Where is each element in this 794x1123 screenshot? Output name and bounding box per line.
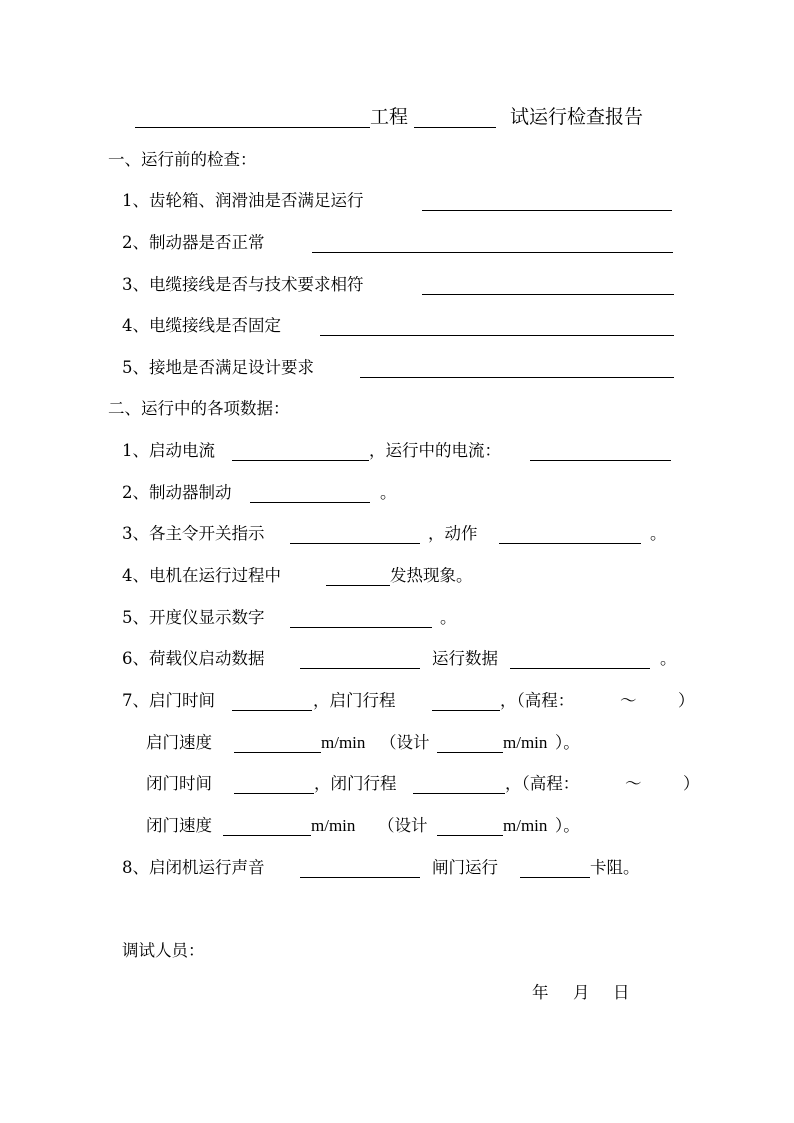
- open-speed-design-label: （设计: [380, 733, 430, 752]
- close-stroke-blank[interactable]: [413, 793, 505, 794]
- check-item-4: 4、电缆接线是否固定: [122, 316, 281, 335]
- date-day: 日: [613, 983, 630, 1002]
- motor-label: 4、电机在运行过程中: [122, 566, 281, 585]
- heating-label: 发热现象。: [390, 566, 473, 585]
- open-elevation-tilde: ～: [620, 691, 637, 710]
- open-speed-design-unit: m/min: [503, 733, 548, 752]
- check-item-4-blank[interactable]: [320, 335, 674, 336]
- check-item-2-blank[interactable]: [312, 252, 673, 253]
- check-item-1: 1、齿轮箱、润滑油是否满足运行: [122, 191, 364, 210]
- open-stroke-blank[interactable]: [432, 710, 500, 711]
- hoist-sound-label: 8、启闭机运行声音: [122, 858, 265, 877]
- title-project-suffix: 工程: [370, 106, 409, 128]
- close-stroke-label: ，闭门行程: [314, 774, 397, 793]
- check-item-3-blank[interactable]: [422, 294, 674, 295]
- load-run-blank[interactable]: [510, 668, 650, 669]
- action-period: 。: [650, 524, 667, 543]
- open-time-blank[interactable]: [232, 710, 312, 711]
- start-current-blank[interactable]: [232, 460, 369, 461]
- check-item-5: 5、接地是否满足设计要求: [122, 358, 314, 377]
- switch-indication-label: 3、各主令开关指示: [122, 524, 265, 543]
- close-elevation-close: ）: [683, 774, 700, 793]
- check-item-1-blank[interactable]: [422, 210, 672, 211]
- brake-label: 2、制动器制动: [122, 483, 232, 502]
- title-blank-2[interactable]: [414, 127, 496, 128]
- open-speed-label: 启门速度: [146, 733, 212, 752]
- brake-blank[interactable]: [250, 502, 370, 503]
- opening-meter-blank[interactable]: [290, 627, 432, 628]
- close-elevation-tilde: ～: [625, 774, 642, 793]
- close-speed-unit: m/min: [311, 816, 356, 835]
- open-speed-unit: m/min: [321, 733, 366, 752]
- open-stroke-label: ，启门行程: [313, 691, 396, 710]
- open-elevation-close: ）: [678, 691, 695, 710]
- running-current-blank[interactable]: [530, 460, 671, 461]
- close-speed-blank[interactable]: [223, 835, 311, 836]
- section2-heading: 二、运行中的各项数据：: [108, 399, 290, 418]
- close-speed-design-unit: m/min: [503, 816, 548, 835]
- open-speed-blank[interactable]: [234, 752, 321, 753]
- check-item-3: 3、电缆接线是否与技术要求相符: [122, 275, 364, 294]
- load-start-label: 6、荷载仪启动数据: [122, 649, 265, 668]
- switch-indication-blank[interactable]: [290, 543, 420, 544]
- close-speed-close: ）。: [555, 816, 580, 835]
- close-speed-design-blank[interactable]: [437, 835, 503, 836]
- open-elevation-label: ，（高程：: [500, 691, 575, 710]
- section1-heading: 一、运行前的检查：: [108, 150, 257, 169]
- opening-meter-period: 。: [440, 608, 457, 627]
- opening-meter-label: 5、开度仪显示数字: [122, 608, 265, 627]
- tester-label: 调试人员：: [122, 941, 205, 960]
- action-blank[interactable]: [499, 543, 641, 544]
- gate-running-label: 闸门运行: [432, 858, 498, 877]
- load-run-label: 运行数据: [432, 649, 498, 668]
- check-item-5-blank[interactable]: [360, 377, 674, 378]
- date-year: 年: [532, 983, 549, 1002]
- date-month: 月: [573, 983, 590, 1002]
- jam-label: 卡阻。: [590, 858, 640, 877]
- close-speed-label: 闭门速度: [146, 816, 212, 835]
- check-item-2: 2、制动器是否正常: [122, 233, 265, 252]
- close-speed-design-label: （设计: [378, 816, 428, 835]
- start-current-label: 1、启动电流: [122, 441, 215, 460]
- close-elevation-label: ，（高程：: [505, 774, 580, 793]
- running-current-label: ，运行中的电流：: [369, 441, 501, 460]
- title-report: 试运行检查报告: [510, 106, 644, 128]
- open-speed-close: ）。: [555, 733, 580, 752]
- hoist-sound-blank[interactable]: [300, 877, 420, 878]
- motor-heating-blank[interactable]: [326, 585, 390, 586]
- close-time-label: 闭门时间: [146, 774, 212, 793]
- open-speed-design-blank[interactable]: [437, 752, 503, 753]
- load-start-blank[interactable]: [300, 668, 420, 669]
- brake-period: 。: [380, 483, 397, 502]
- open-time-label: 7、启门时间: [122, 691, 215, 710]
- project-name-blank[interactable]: [135, 127, 370, 128]
- action-label: ，动作: [428, 524, 478, 543]
- close-time-blank[interactable]: [234, 793, 314, 794]
- load-run-period: 。: [660, 649, 677, 668]
- gate-running-blank[interactable]: [520, 877, 590, 878]
